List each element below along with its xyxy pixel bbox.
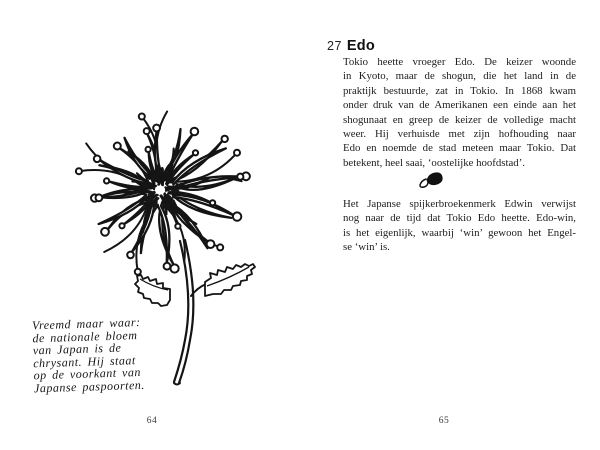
body-line: nog naar de tijd dat Tokio Edo heette. Edo-win, [343,212,576,225]
flower-leaf-right [191,264,255,296]
caption-line: van Japan is de [32,340,122,358]
body-line: is het eigenlijk, waarbij ‘win’ gewoon het Engel- [343,226,576,239]
chapter-title: Edo [346,38,375,54]
page-number-right: 65 [438,416,450,426]
body-line: se ‘win’ is. [343,241,390,254]
body-line: praktijk bestuurde, zat in Tokio. In 1868 kwam [343,84,576,97]
body-line: shogunaat en greep de keizer de volledige macht [343,113,576,126]
caption-line: Vreemd maar waar: [31,314,141,333]
body-line: betekent, heel saai, ‘oostelijke hoofdstad’. [343,156,525,169]
caption-line: de nationale bloem [32,327,138,345]
body-line: weer. Hij verhuisde met zijn hofhouding naar [343,128,576,141]
body-line: Tokio heette vroeger Edo. De keizer woonde [343,56,576,68]
paragraph-2 [343,197,576,255]
body-line: Het Japanse spijkerbroekenmerk Edwin verwijst [343,198,576,210]
paragraph-1 [343,55,576,170]
flower-leaf-left [135,275,170,306]
ink-ornament-icon [418,169,444,189]
handwritten-caption [32,315,184,395]
body-line: onder druk van de Amerikanen een einde aan het [343,99,576,112]
body-line: in Kyoto, maar de shogun, die het land in de [343,70,576,83]
caption-line: chrysant. Hij staat [33,352,136,371]
chapter-heading [327,29,375,57]
body-line: Edo en noemde de stad meteen maar Tokio. Dat [343,142,576,155]
caption-line: op de voorkant van [33,365,142,383]
page-number-left: 64 [146,416,158,426]
right-page [300,0,600,450]
chapter-number: 27 [327,39,342,53]
flower-petals-group [76,112,250,275]
caption-line: Japanse paspoorten. [33,377,146,396]
